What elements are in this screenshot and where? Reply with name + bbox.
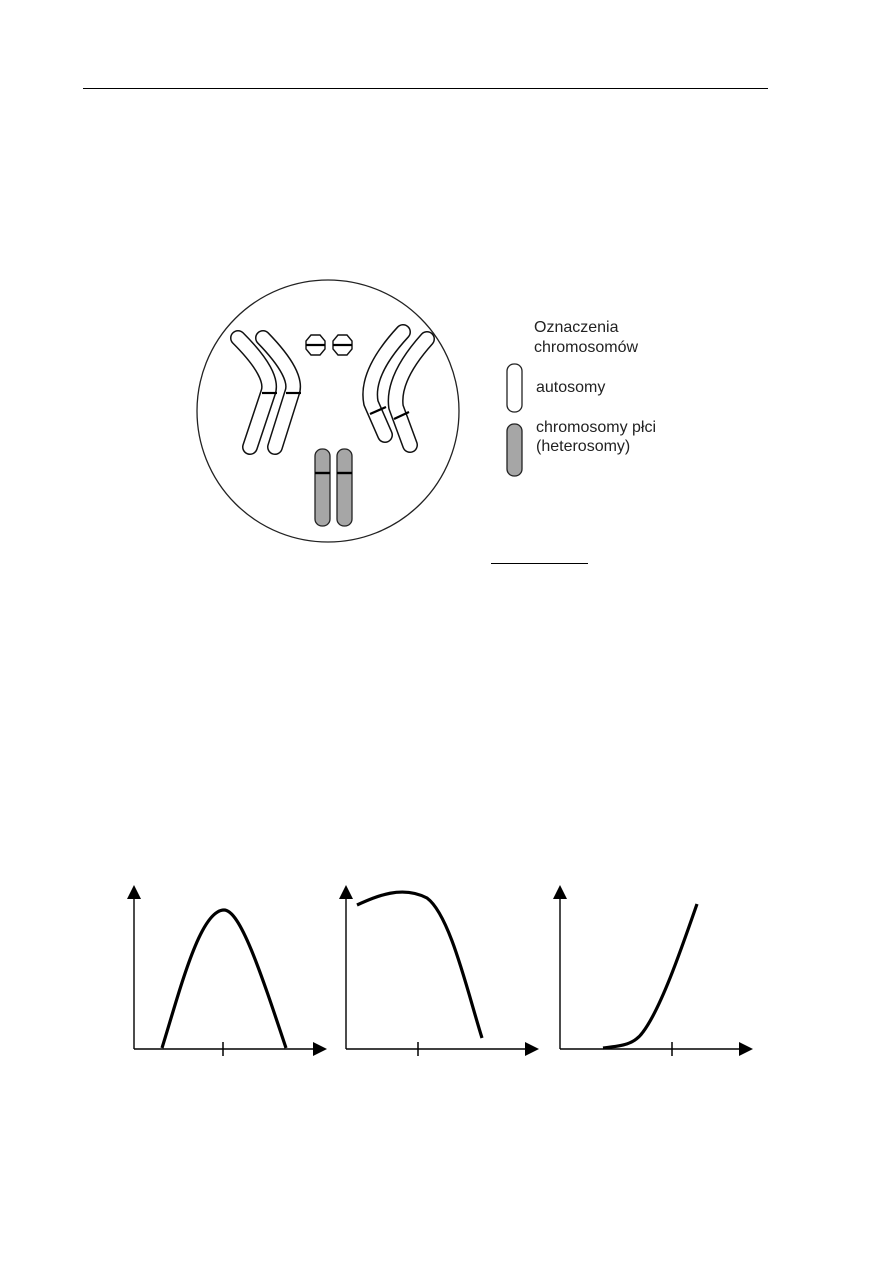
graph-3-curve bbox=[603, 904, 697, 1048]
graph-2-curve bbox=[357, 892, 482, 1038]
graph-1 bbox=[120, 880, 330, 1060]
graph-2 bbox=[332, 880, 542, 1060]
answer-underline bbox=[491, 563, 588, 564]
graph-3 bbox=[546, 880, 756, 1060]
sex-chromosome-2 bbox=[337, 449, 352, 526]
header-rule bbox=[83, 88, 768, 89]
legend-autosomes-label: autosomy bbox=[536, 379, 606, 396]
heterosome-swatch bbox=[505, 422, 525, 478]
small-chromosome-1 bbox=[306, 335, 325, 355]
legend-title: Oznaczenia chromosomów bbox=[534, 319, 639, 356]
autosome-swatch bbox=[505, 362, 525, 414]
legend-heterosomes-label: chromosomy płci (heterosomy) bbox=[536, 419, 657, 455]
small-chromosome-2 bbox=[333, 335, 352, 355]
graph-1-curve bbox=[162, 910, 286, 1048]
sex-chromosome-1 bbox=[315, 449, 330, 526]
cell-diagram bbox=[195, 275, 475, 550]
